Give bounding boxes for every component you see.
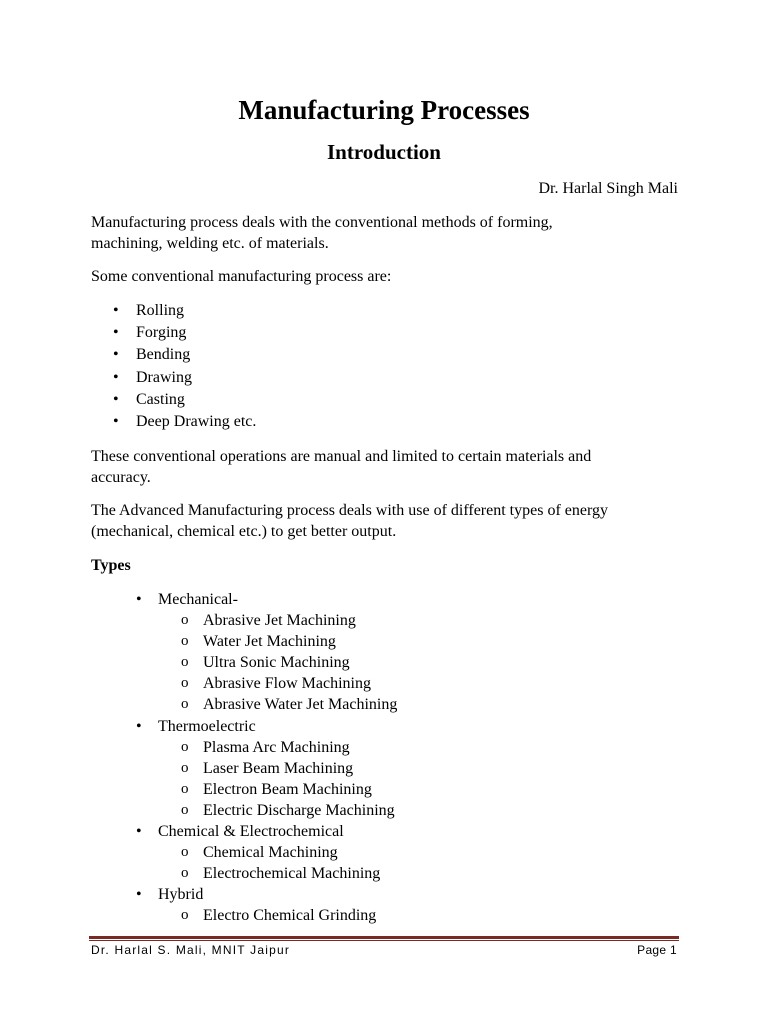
list-item: • Drawing: [91, 367, 256, 389]
conventional-heading: Some conventional manufacturing process are:: [91, 268, 392, 285]
category-label: Chemical & Electrochemical: [158, 823, 344, 841]
mechanical-sub-list: [158, 610, 397, 715]
circle-bullet-icon: o: [181, 675, 189, 692]
list-item: • Casting: [91, 389, 256, 411]
advanced-paragraph: [91, 500, 681, 542]
list-item: o Electron Beam Machining: [158, 779, 397, 800]
limitations-line-2: accuracy.: [91, 469, 151, 486]
list-item: o Plasma Arc Machining: [158, 737, 397, 758]
list-item: • Deep Drawing etc.: [91, 411, 256, 433]
circle-bullet-icon: o: [181, 780, 189, 797]
bullet-icon: •: [136, 591, 142, 608]
bullet-icon: •: [113, 413, 119, 431]
footer-author: Dr. Harlal S. Mali, MNIT Jaipur: [91, 943, 291, 957]
type-category-chemical: [136, 821, 397, 884]
bullet-icon: •: [136, 823, 142, 841]
circle-bullet-icon: o: [181, 907, 189, 924]
list-item: o Chemical Machining: [158, 842, 397, 863]
list-item: o Electric Discharge Machining: [158, 800, 397, 821]
type-category-hybrid: [136, 884, 397, 926]
limitations-paragraph: [91, 446, 681, 488]
document-subtitle: Introduction: [327, 140, 441, 164]
category-label: Thermoelectric: [158, 717, 256, 735]
list-item: o Abrasive Water Jet Machining: [158, 694, 397, 715]
circle-bullet-icon: o: [181, 633, 189, 650]
bullet-icon: •: [113, 324, 119, 342]
thermoelectric-sub-list: [158, 737, 397, 821]
limitations-line-1: These conventional operations are manual and limited to certain materials and: [91, 448, 592, 465]
list-item: o Electro Chemical Grinding: [158, 905, 397, 926]
list-item: o Electrochemical Machining: [158, 863, 397, 884]
bullet-icon: •: [113, 390, 119, 408]
bullet-icon: •: [136, 886, 142, 904]
bullet-icon: •: [113, 346, 119, 364]
list-item: • Bending: [91, 344, 256, 366]
advanced-line-1: The Advanced Manufacturing process deals with use of different types of energy: [91, 502, 609, 519]
bullet-icon: •: [113, 302, 119, 319]
types-heading: Types: [91, 557, 131, 574]
page-number: Page 1: [637, 943, 677, 957]
circle-bullet-icon: o: [181, 865, 189, 882]
type-category-thermoelectric: [136, 716, 397, 821]
types-list: [136, 589, 397, 927]
circle-bullet-icon: o: [181, 696, 189, 713]
list-item: • Rolling: [91, 300, 256, 322]
document-title: Manufacturing Processes: [238, 95, 530, 125]
type-category-mechanical: [136, 589, 397, 716]
circle-bullet-icon: o: [181, 844, 189, 861]
list-item: o Laser Beam Machining: [158, 758, 397, 779]
chemical-sub-list: [158, 842, 397, 884]
intro-line-1: Manufacturing process deals with the conventional methods of forming,: [91, 214, 553, 231]
intro-paragraph: [91, 212, 681, 254]
circle-bullet-icon: o: [181, 654, 189, 671]
footer-rule-thin: [89, 940, 679, 941]
conventional-process-list: [91, 300, 256, 433]
hybrid-sub-list: [158, 905, 397, 926]
list-item: o Abrasive Flow Machining: [158, 673, 397, 694]
list-item: o Abrasive Jet Machining: [158, 610, 397, 631]
bullet-icon: •: [113, 368, 119, 386]
bullet-icon: •: [136, 717, 142, 735]
category-label: Hybrid: [158, 886, 204, 904]
list-item: o Ultra Sonic Machining: [158, 652, 397, 673]
author-name: Dr. Harlal Singh Mali: [538, 180, 678, 197]
list-item: • Forging: [91, 322, 256, 344]
list-item: o Water Jet Machining: [158, 631, 397, 652]
advanced-line-2: (mechanical, chemical etc.) to get better output.: [91, 523, 397, 540]
circle-bullet-icon: o: [181, 759, 189, 776]
footer-rule-thick: [89, 936, 679, 939]
intro-line-2: machining, welding etc. of materials.: [91, 235, 329, 252]
circle-bullet-icon: o: [181, 612, 189, 629]
circle-bullet-icon: o: [181, 738, 189, 755]
category-label: Mechanical-: [158, 591, 238, 608]
circle-bullet-icon: o: [181, 801, 189, 818]
